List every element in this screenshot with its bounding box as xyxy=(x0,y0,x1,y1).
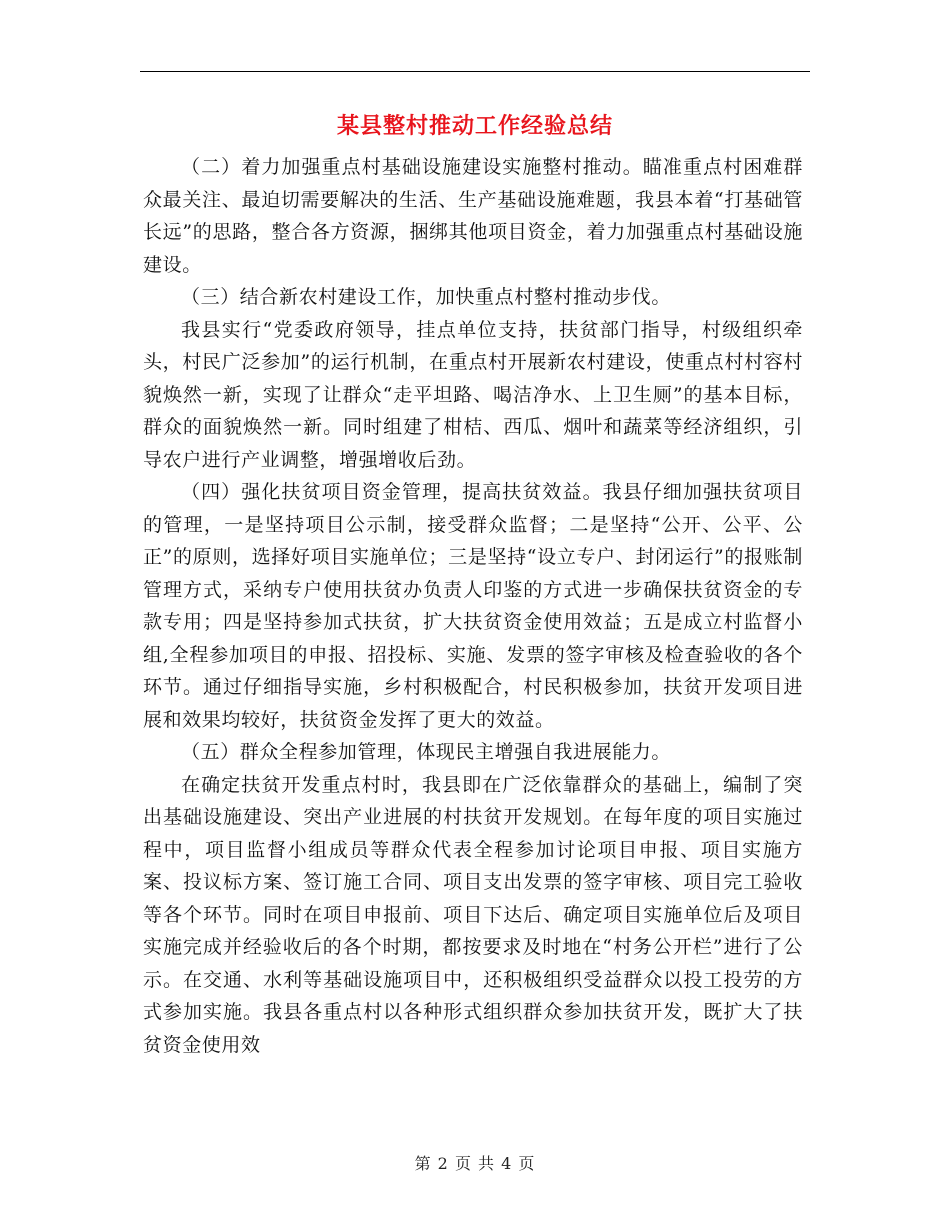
paragraph-5-heading: （五）群众全程参加管理，体现民主增强自我进展能力。 xyxy=(181,741,672,763)
paragraph-3-body: 我县实行“党委政府领导，挂点单位支持，扶贫部门指导，村级组织牵头，村民广泛参加”的运行机制，在重点村开展新农村建设，使重点村村容村貌焕然一新，实现了让群众“走平坦路、喝洁净水、上卫生厕”的基本目标，群众的面貌焕然一新。同时组建了柑桔、西瓜、烟叶和蔬菜等经济组织，引导农户进行产业调整，增强增收后劲。 xyxy=(143,318,803,471)
paragraph-5-body: 在确定扶贫开发重点村时，我县即在广泛依靠群众的基础上，编制了突出基础设施建设、突出产业进展的村扶贫开发规划。在每年度的项目实施过程中，项目监督小组成员等群众代表全程参加讨论项目申报、项目实施方案、投议标方案、签订施工合同、项目支出发票的签字审核、项目完工验收等各个环节。同时在项目申报前、项目下达后、确定项目实施单位后及项目实施完成并经验收后的各个时期，都按要求及时地在“村务公开栏”进行了公示。在交通、水利等基础设施项目中，还积极组织受益群众以投工投劳的方式参加实施。我县各重点村以各种形式组织群众参加扶贫开发，既扩大了扶贫资金使用效 xyxy=(143,773,803,1056)
document-body xyxy=(143,151,803,1061)
paragraph-3-heading: （三）结合新农村建设工作，加快重点村整村推动步伐。 xyxy=(181,286,672,308)
paragraph-2: （二）着力加强重点村基础设施建设实施整村推动。瞄准重点村困难群众最关注、最迫切需要解决的生活、生产基础设施难题，我县本着“打基础管长远”的思路，整合各方资源，捆绑其他项目资金，着力加强重点村基础设施建设。 xyxy=(143,156,803,276)
header-rule xyxy=(140,71,810,72)
document-title: 某县整村推动工作经验总结 xyxy=(336,113,613,139)
page-footer: 第 2 页 共 4 页 xyxy=(414,1154,536,1173)
paragraph-4: （四）强化扶贫项目资金管理，提高扶贫效益。我县仔细加强扶贫项目的管理，一是坚持项目公示制，接受群众监督；二是坚持“公开、公平、公正”的原则，选择好项目实施单位；三是坚持“设立专户、封闭运行”的报账制管理方式，采纳专户使用扶贫办负责人印鉴的方式进一步确保扶贫资金的专款专用；四是坚持参加式扶贫，扩大扶贫资金使用效益；五是成立村监督小组,全程参加项目的申报、招投标、实施、发票的签字审核及检查验收的各个环节。通过仔细指导实施，乡村积极配合，村民积极参加，扶贫开发项目进展和效果均较好，扶贫资金发挥了更大的效益。 xyxy=(143,481,803,731)
